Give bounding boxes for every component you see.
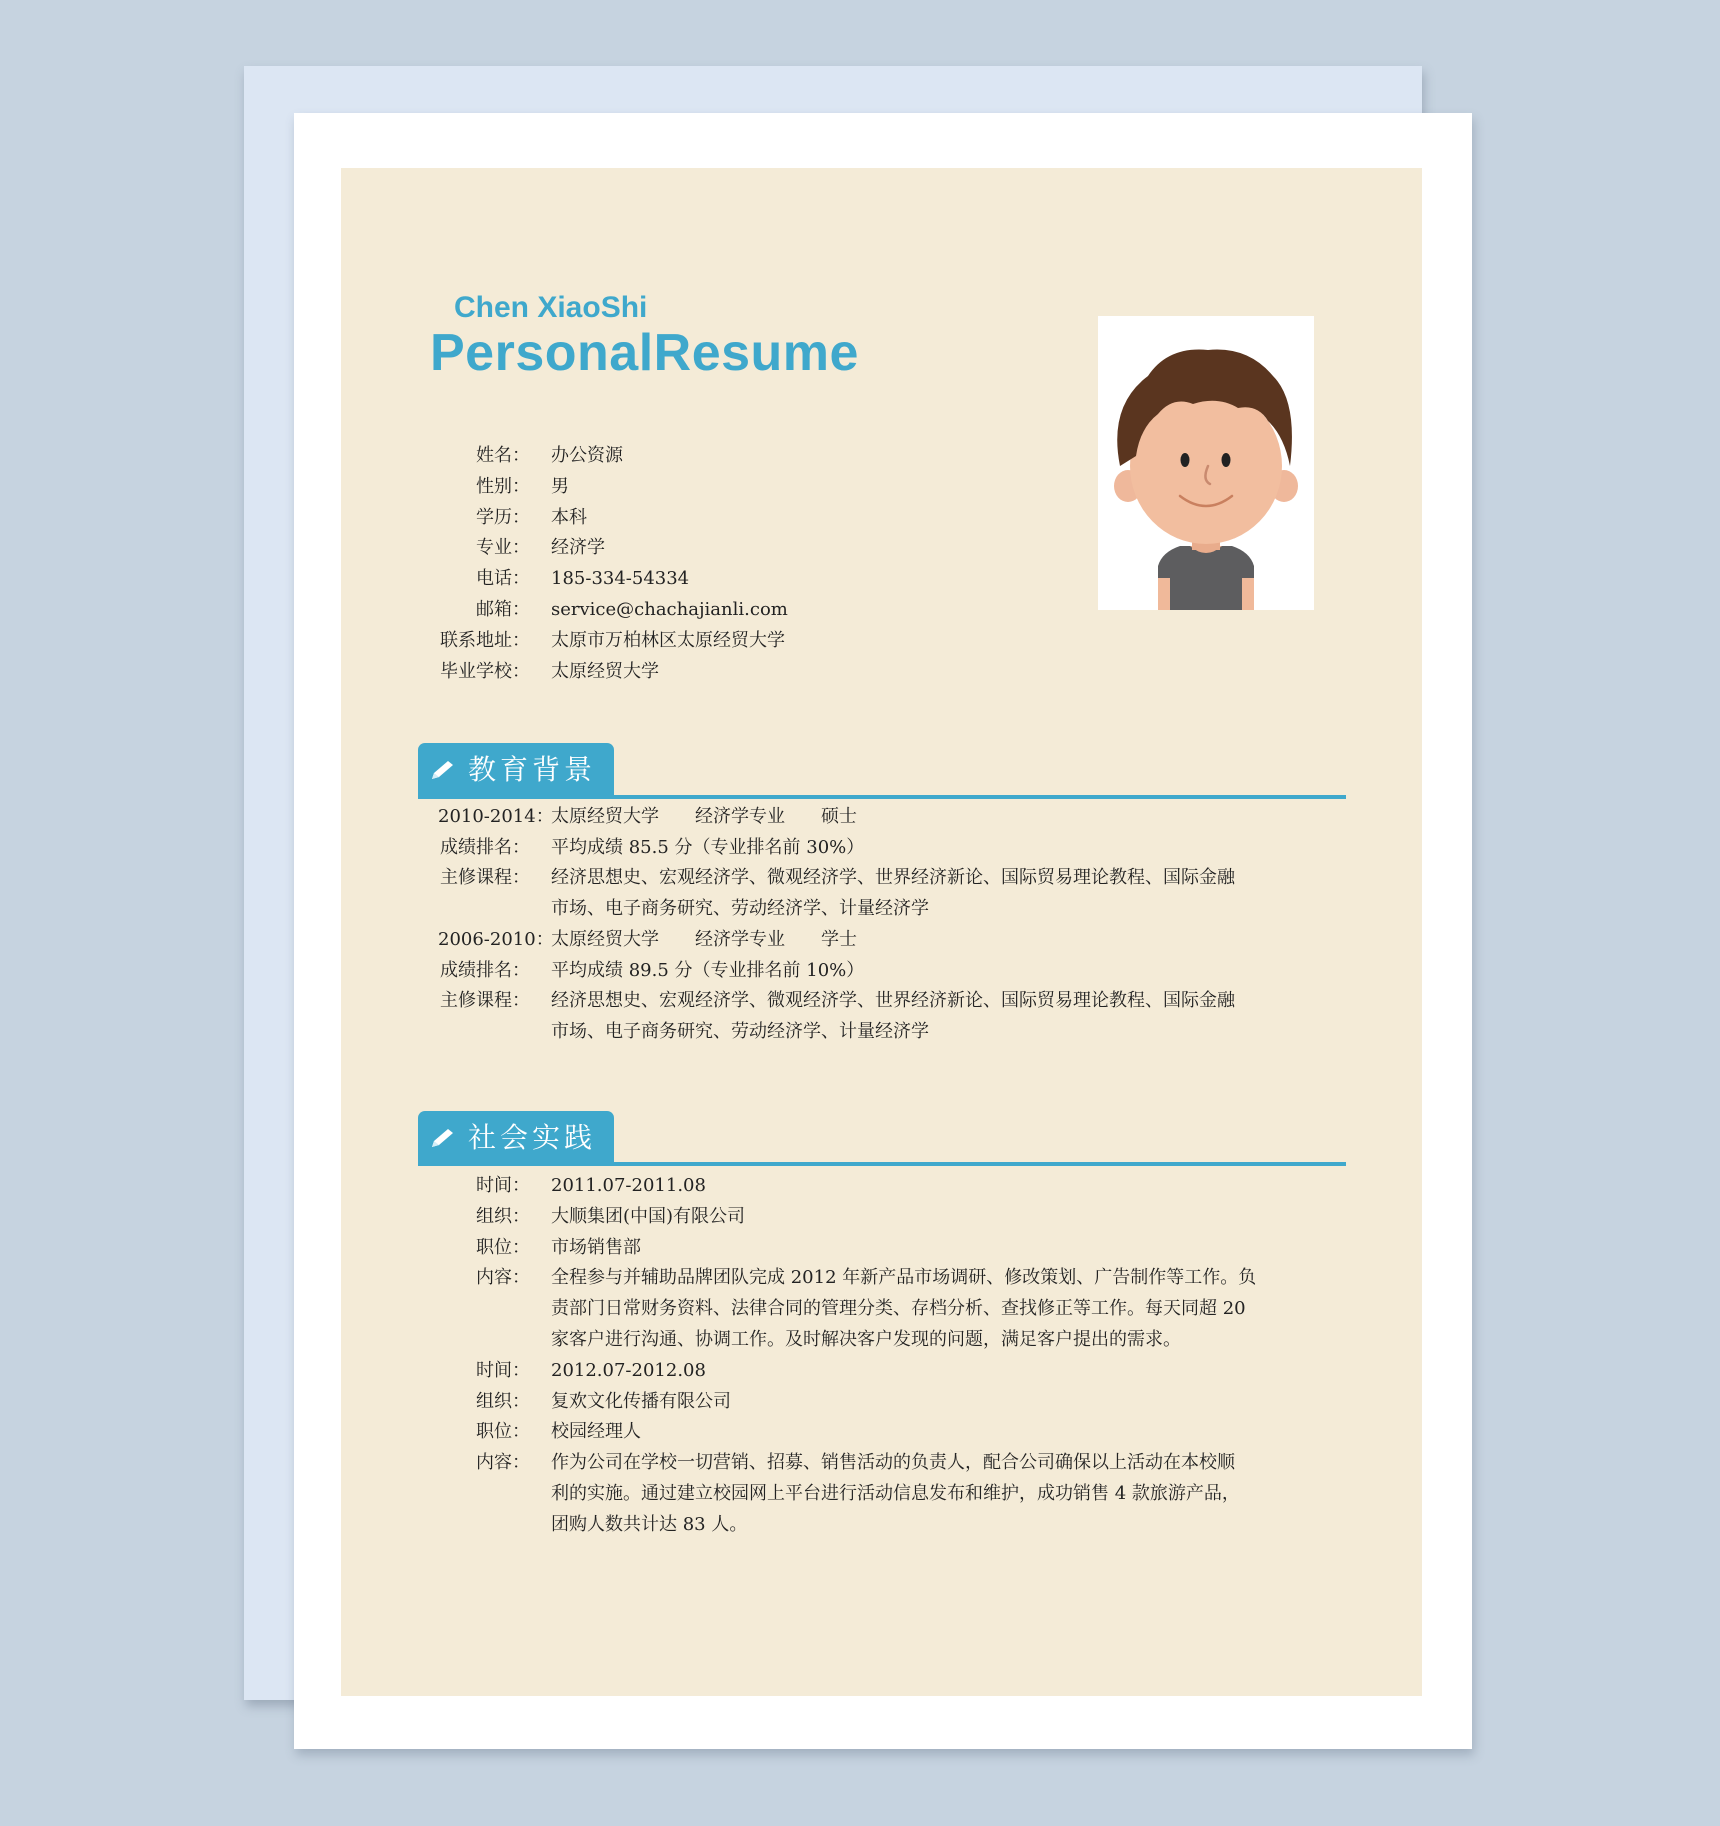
practice-line-label: 内容：	[476, 1267, 530, 1289]
practice-line-value: 市场销售部	[551, 1236, 641, 1258]
practice-line-label: 组织：	[476, 1205, 530, 1227]
info-row-value: service@chachajianli.com	[551, 599, 788, 620]
profile-photo	[1098, 316, 1314, 610]
practice-line-label: 内容：	[476, 1452, 530, 1474]
practice-section-header	[418, 1111, 614, 1165]
info-row-value: 男	[551, 475, 569, 497]
education-line-value: 经济思想史、宏观经济学、微观经济学、世界经济新论、国际贸易理论教程、国际金融	[551, 990, 1235, 1012]
practice-line-label: 职位：	[476, 1421, 530, 1443]
info-row-value: 太原市万柏林区太原经贸大学	[551, 629, 785, 651]
education-line-label: 主修课程：	[440, 867, 530, 889]
education-line-label: 2006-2010：	[438, 928, 554, 950]
education-line-value: 市场、电子商务研究、劳动经济学、计量经济学	[551, 1020, 929, 1042]
info-row-value: 本科	[551, 506, 587, 528]
practice-line-label: 时间：	[476, 1359, 530, 1381]
info-row-label: 毕业学校：	[440, 660, 530, 682]
info-row-label: 邮箱：	[476, 599, 530, 620]
info-row-value: 185-334-54334	[551, 568, 690, 590]
info-row-label: 电话：	[476, 568, 530, 590]
practice-line-label: 组织：	[476, 1390, 530, 1412]
practice-line-label: 职位：	[476, 1236, 530, 1258]
practice-line-value: 责部门日常财务资料、法律合同的管理分类、存档分析、查找修正等工作。每天同超 20	[551, 1298, 1246, 1320]
education-title: 教育背景	[468, 753, 597, 786]
info-row-label: 学历：	[476, 506, 530, 528]
practice-line-value: 利的实施。通过建立校园网上平台进行活动信息发布和维护，成功销售 4 款旅游产品，	[551, 1483, 1240, 1504]
practice-line-label: 时间：	[476, 1175, 530, 1196]
candidate-name: Chen XiaoShi	[454, 291, 648, 324]
practice-line-value: 复欢文化传播有限公司	[551, 1390, 731, 1412]
education-line-label: 主修课程：	[440, 990, 530, 1012]
info-row-value: 太原经贸大学	[551, 660, 659, 682]
education-line-value: 经济思想史、宏观经济学、微观经济学、世界经济新论、国际贸易理论教程、国际金融	[551, 867, 1235, 889]
cartoon-avatar-icon	[1098, 316, 1314, 610]
practice-line-value: 校园经理人	[551, 1421, 641, 1443]
education-divider	[418, 795, 1346, 799]
info-row-label: 联系地址：	[440, 629, 530, 651]
education-line-value: 平均成绩 85.5 分（专业排名前 30%）	[551, 836, 865, 858]
education-line-value: 太原经贸大学 经济学专业 学士	[551, 928, 857, 950]
pencil-icon	[430, 759, 456, 781]
info-row-label: 姓名：	[476, 445, 530, 466]
practice-line-value: 大顺集团(中国)有限公司	[551, 1205, 746, 1227]
resume-title: PersonalResume	[430, 324, 859, 382]
education-line-value: 太原经贸大学 经济学专业 硕士	[551, 806, 857, 827]
education-line-label: 成绩排名：	[440, 836, 530, 858]
education-line-label: 成绩排名：	[440, 959, 530, 981]
education-line-value: 市场、电子商务研究、劳动经济学、计量经济学	[551, 898, 929, 920]
pencil-icon	[430, 1127, 456, 1149]
education-section-header	[418, 743, 614, 797]
practice-line-value: 家客户进行沟通、协调工作。及时解决客户发现的问题，满足客户提出的需求。	[551, 1329, 1181, 1350]
info-row-label: 性别：	[476, 475, 530, 497]
info-row-value: 经济学	[551, 537, 605, 559]
practice-line-value: 2012.07-2012.08	[551, 1359, 706, 1381]
education-line-value: 平均成绩 89.5 分（专业排名前 10%）	[551, 959, 865, 981]
practice-line-value: 作为公司在学校一切营销、招募、销售活动的负责人，配合公司确保以上活动在本校顺	[551, 1452, 1235, 1474]
practice-line-value: 团购人数共计达 83 人。	[551, 1513, 748, 1535]
info-row-value: 办公资源	[551, 445, 623, 466]
practice-divider	[418, 1162, 1346, 1166]
practice-line-value: 全程参与并辅助品牌团队完成 2012 年新产品市场调研、修改策划、广告制作等工作。负	[551, 1267, 1257, 1289]
education-line-label: 2010-2014：	[438, 806, 554, 827]
practice-line-value: 2011.07-2011.08	[551, 1175, 706, 1196]
info-row-label: 专业：	[476, 537, 530, 559]
practice-title: 社会实践	[468, 1121, 597, 1154]
